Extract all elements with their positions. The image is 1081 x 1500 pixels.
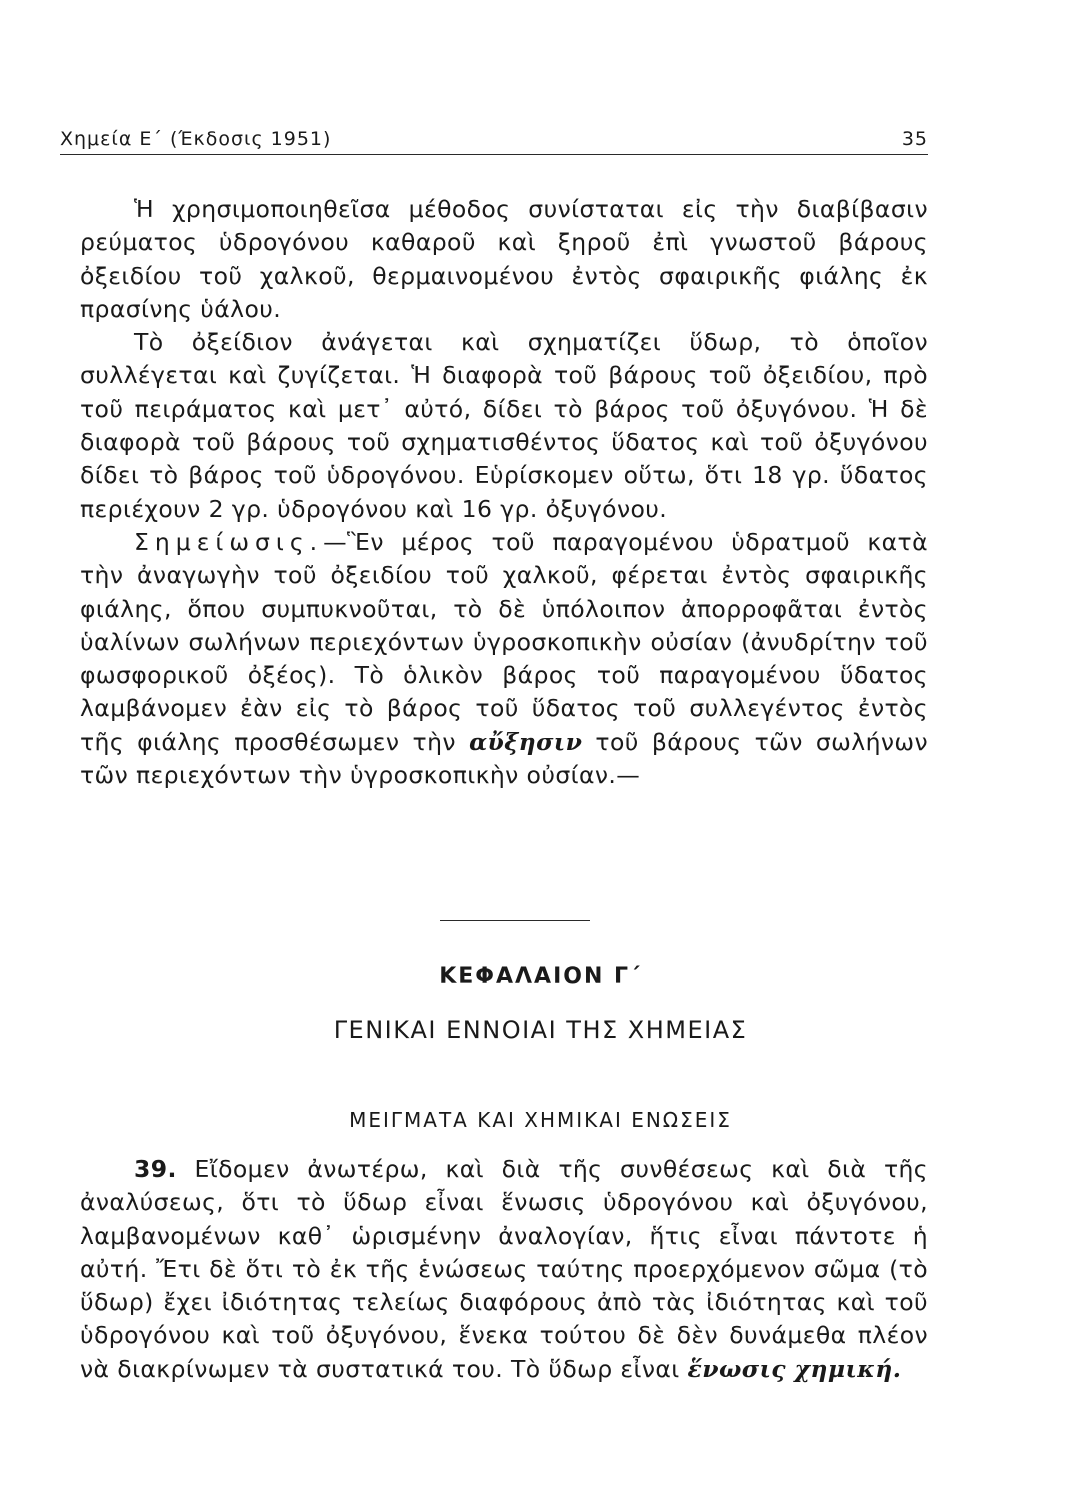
running-header	[60, 128, 928, 155]
note-tail: τοῦ βάρους τῶν σωλήνων τῶν περιεχόντων τὴν ὑγροσκοπικὴν οὐσίαν.—	[80, 727, 928, 790]
paragraph-note	[80, 526, 928, 792]
section-title: ΜΕΙΓΜΑΤΑ ΚΑΙ ΧΗΜΙΚΑΙ ΕΝΩΣΕΙΣ	[349, 1108, 732, 1132]
note-text: —Ἓν μέρος τοῦ παραγομένου ὑδρατμοῦ κατὰ τὴν ἀναγωγὴν τοῦ ὀξειδίου τοῦ χαλκοῦ, φέρεται ἐντὸς σφαιρικῆς φιάλης, ὅπου συμπυκνοῦται, τὸ δὲ ὑπόλοιπον ἀπορροφᾶται ἐντὸς ὑαλίνων σωλήνων περιεχόντων ὑγροσκοπικὴν οὐσίαν (ἀνυδρίτην τοῦ φωσφορικοῦ ὀξέος). Τὸ ὁλικὸν βάρος τοῦ παραγομένου ὕδατος λαμβάνομεν ἐὰν εἰς τὸ βάρος τοῦ ὕδατος τοῦ συλλεγέντος ἐντὸς τῆς φιάλης προσθέσωμεν τὴν	[80, 527, 928, 756]
section-emphasis: ἕνωσις χημική.	[687, 1354, 902, 1383]
paragraph-oxide: Τὸ ὀξείδιον ἀνάγεται καὶ σχηματίζει ὕδωρ, τὸ ὁποῖον συλλέγεται καὶ ζυγίζεται. Ἡ διαφορὰ τοῦ βάρους τοῦ ὀξειδίου, πρὸ τοῦ πειράματος καὶ μετ᾽ αὐτό, δίδει τὸ βάρος τοῦ ὀξυγόνου. Ἡ δὲ διαφορὰ τοῦ βάρους τοῦ σχηματισθέντος ὕδατος καὶ τοῦ ὀξυγόνου δίδει τὸ βάρος τοῦ ὑδρογόνου. Εὑρίσκομεν οὕτω, ὅτι 18 γρ. ὕδατος περιέχουν 2 γρ. ὑδρογόνου καὶ 16 γρ. ὀξυγόνου.	[80, 328, 928, 523]
paragraph-method: Ἡ χρησιμοποιηθεῖσα μέθοδος συνίσταται εἰς τὴν διαβίβασιν ρεύματος ὑδρογόνου καθαροῦ καὶ ξηροῦ ἐπὶ γνωστοῦ βάρους ὀξειδίου τοῦ χαλκοῦ, θερμαινομένου ἐντὸς σφαιρικῆς φιάλης ἐκ πρασίνης ὑάλου.	[80, 195, 928, 323]
note-label: Σημείωσις.	[134, 527, 324, 556]
section-number: 39.	[134, 1155, 177, 1183]
paragraph-39	[80, 1153, 928, 1386]
section-text-block	[80, 1153, 928, 1386]
divider	[440, 920, 590, 921]
chapter-label: ΚΕΦΑΛΑΙΟΝ Γ΄	[439, 964, 642, 989]
main-text-block	[80, 193, 928, 792]
page-number: 35	[901, 128, 928, 150]
chapter-title: ΓΕΝΙΚΑΙ ΕΝΝΟΙΑΙ ΤΗΣ ΧΗΜΕΙΑΣ	[333, 1016, 748, 1044]
note-emphasis: αὔξησιν	[469, 727, 583, 756]
section-text: Εἴδομεν ἀνωτέρω, καὶ διὰ τῆς συνθέσεως καὶ διὰ τῆς ἀναλύσεως, ὅτι τὸ ὕδωρ εἶναι ἕνωσις ὑδρογόνου καὶ ὀξυγόνου, λαμβανομένων καθ᾽ ὡρισμένην ἀναλογίαν, ἥτις εἶναι πάντοτε ἡ αὐτή. Ἔτι δὲ ὅτι τὸ ἐκ τῆς ἑνώσεως ταύτης προερχόμενον σῶμα (τὸ ὕδωρ) ἔχει ἰδιότητας τελείως διαφόρους ἀπὸ τὰς ἰδιότητας καὶ τοῦ ὑδρογόνου καὶ τοῦ ὀξυγόνου, ἕνεκα τούτου δὲ δὲν δυνάμεθα πλέον νὰ διακρίνωμεν τὰ συστατικά του. Τὸ ὕδωρ εἶναι	[80, 1155, 928, 1383]
running-title: Χημεία Ε΄ (Έκδοσις 1951)	[60, 128, 332, 150]
